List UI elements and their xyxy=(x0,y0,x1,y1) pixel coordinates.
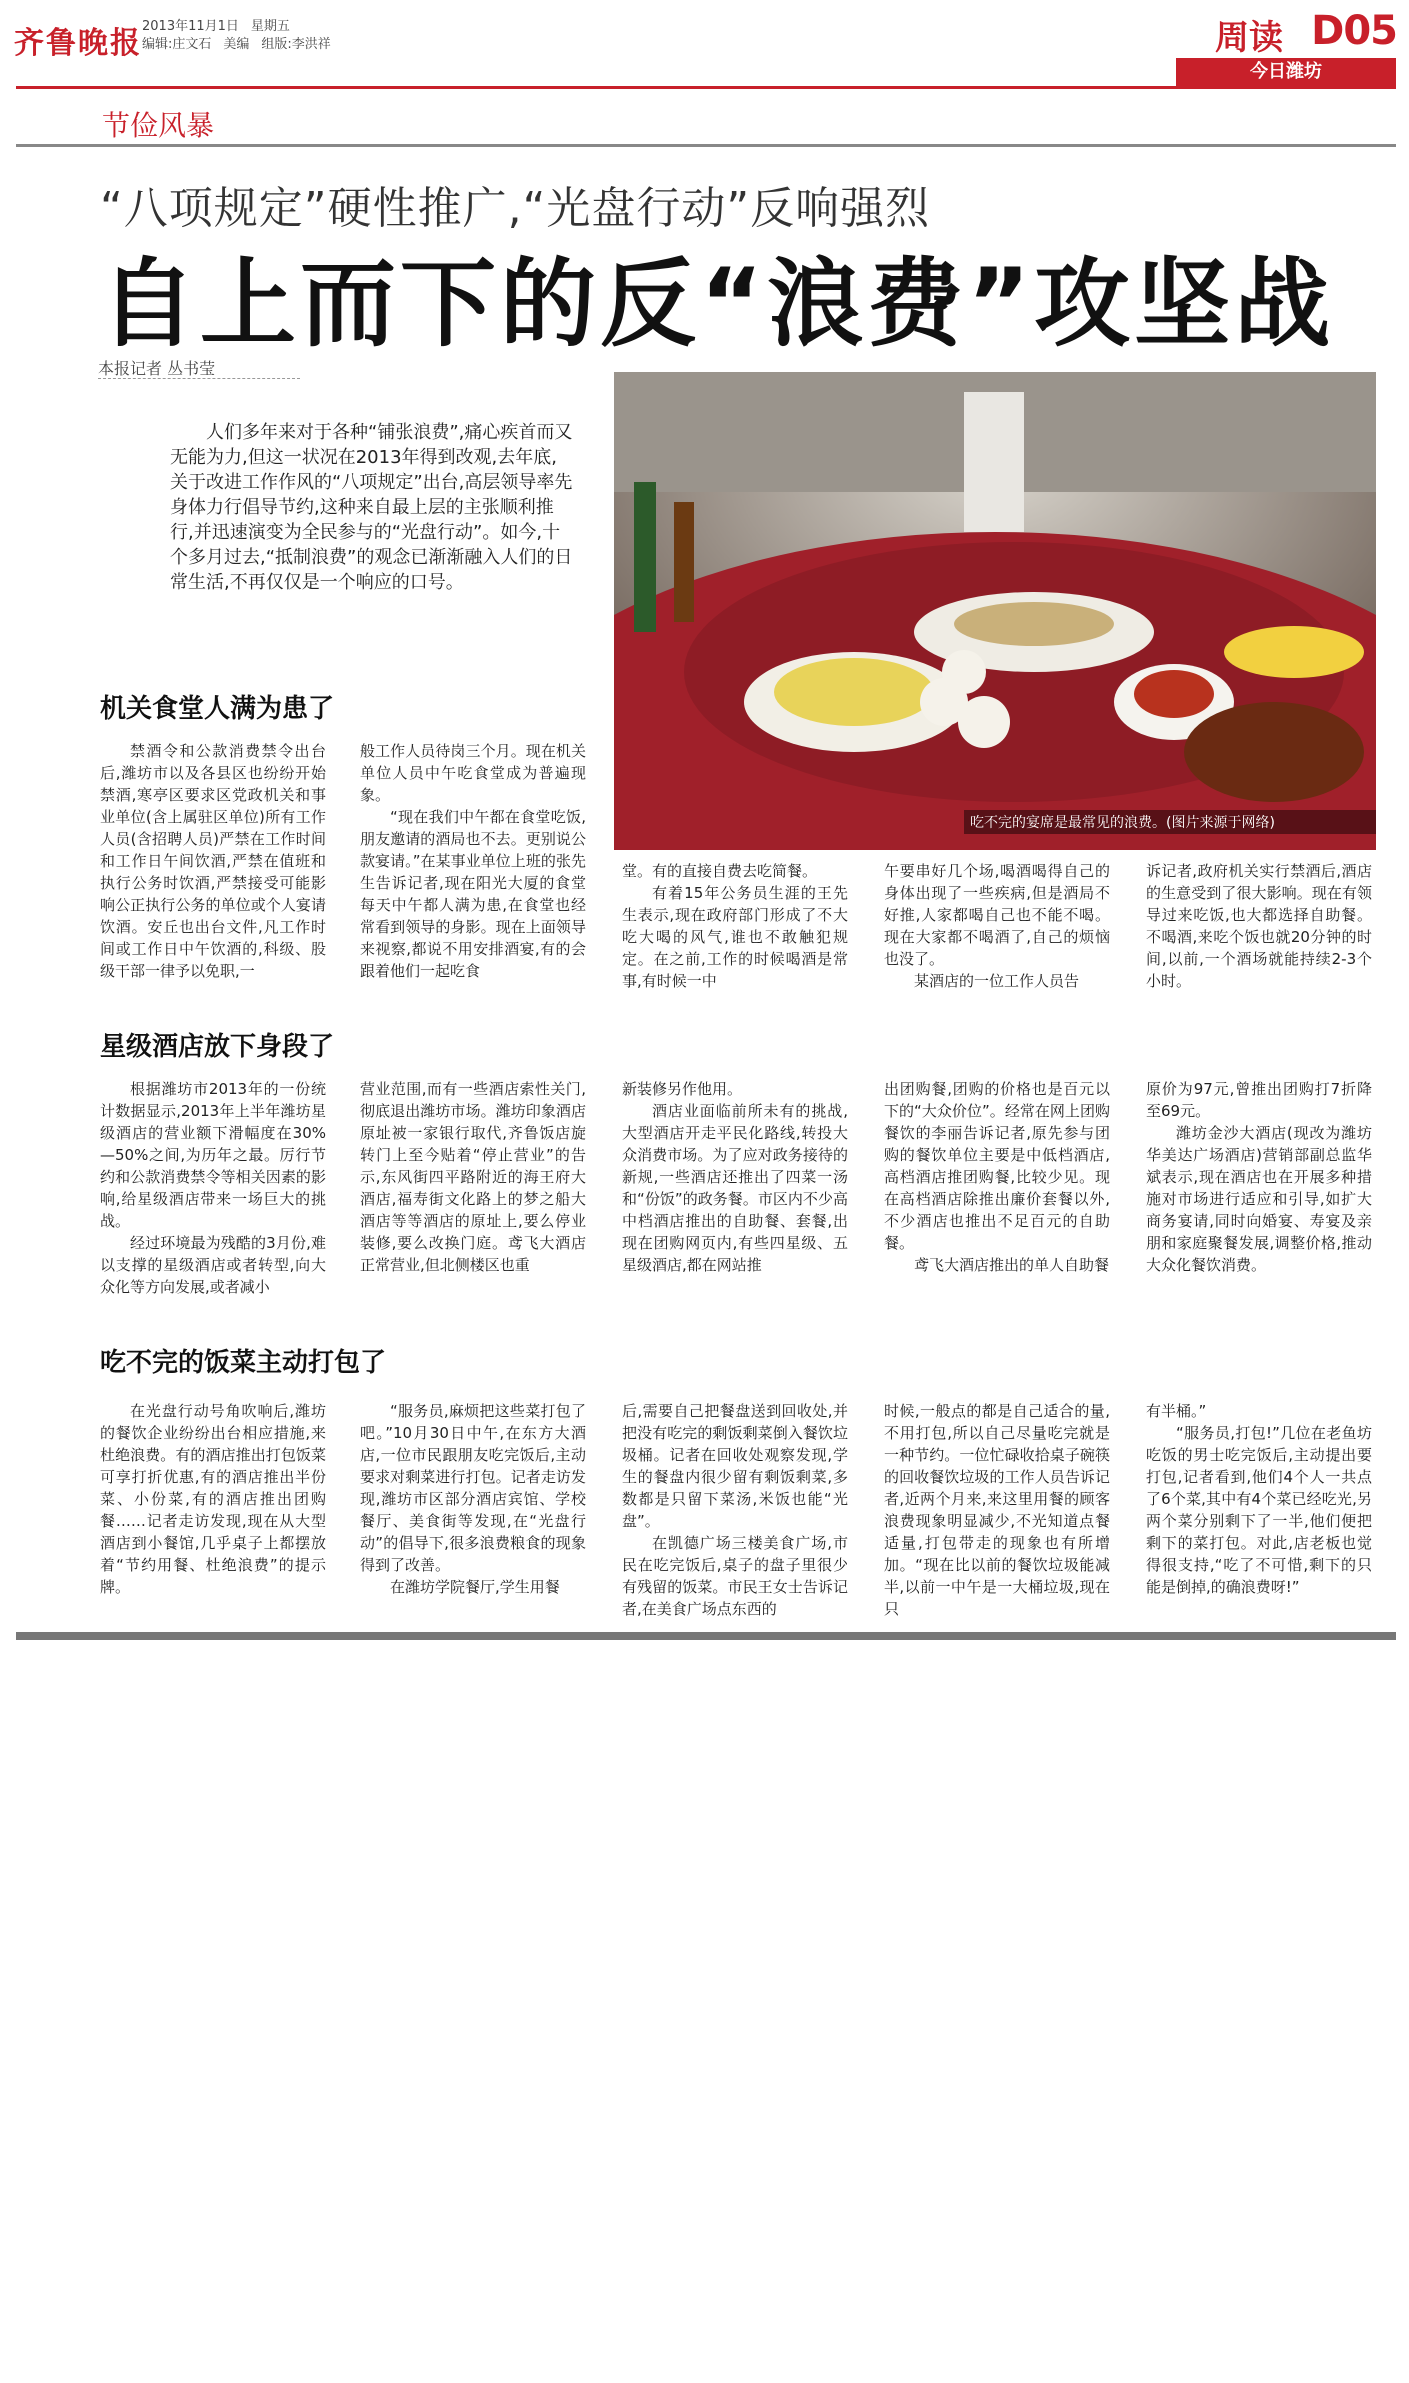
banquet-photo xyxy=(614,372,1376,850)
section-2-col-1 xyxy=(100,1078,326,1298)
paragraph: 某酒店的一位工作人员告 xyxy=(914,972,1080,990)
header-rule xyxy=(16,86,1396,89)
section-heading-2: 星级酒店放下身段了 xyxy=(100,1032,335,1062)
paragraph: 原价为97元,曾推出团购打7折降至69元。 xyxy=(1146,1080,1372,1120)
layout-credit: 组版:李洪祥 xyxy=(261,37,331,52)
art-credit: 美编 xyxy=(223,37,250,52)
paragraph: 禁酒令和公款消费禁令出台后,潍坊市以及各县区也纷纷开始禁酒,寒亭区要求区党政机关和事业单位(含上属驻区单位)所有工作人员(含招聘人员)严禁在工作时间和工作日午间饮酒,严禁在值班和执行公务时饮酒,严禁接受可能影响公正执行公务的单位或个人宴请饮酒。安丘也出台文件,凡工作时间或工作日中午饮酒的,科级、股级干部一律予以免职,一 xyxy=(100,742,326,980)
paragraph: 在潍坊学院餐厅,学生用餐 xyxy=(390,1578,560,1596)
section-2-col-5 xyxy=(1146,1078,1372,1276)
section-3-col-5 xyxy=(1146,1400,1372,1598)
footer-rule xyxy=(16,1632,1396,1640)
paragraph: 潍坊金沙大酒店(现改为潍坊华美达广场酒店)营销部副总监华斌表示,现在酒店也在开展多种措施对市场进行适应和引导,如扩大商务宴请,同时向婚宴、寿宴及亲朋和家庭聚餐发展,调整价格,推动大众化餐饮消费。 xyxy=(1146,1124,1372,1274)
section-1-col-1 xyxy=(100,740,326,982)
weekly-label: 周读 xyxy=(1215,18,1283,58)
issue-date: 2013年11月1日 xyxy=(142,19,239,34)
edition-badge: 今日潍坊 xyxy=(1176,58,1396,86)
paragraph: 根据潍坊市2013年的一份统计数据显示,2013年上半年潍坊星级酒店的营业额下滑幅度在30%—50%之间,为历年之最。厉行节约和公款消费禁令等相关因素的影响,给星级酒店带来一场巨大的挑战。 xyxy=(100,1080,326,1230)
section-rule xyxy=(16,144,1396,147)
section-3-col-1 xyxy=(100,1400,326,1598)
banquet-photo-illustration xyxy=(614,372,1376,850)
paragraph: 有半桶。” xyxy=(1146,1402,1207,1420)
paragraph: 有着15年公务员生涯的王先生表示,现在政府部门形成了不大吃大喝的风气,谁也不敢触犯规定。在之前,工作的时候喝酒是常事,有时候一中 xyxy=(622,884,848,990)
photo-caption: 吃不完的宴席是最常见的浪费。(图片来源于网络) xyxy=(964,810,1376,834)
paragraph: 在凯德广场三楼美食广场,市民在吃完饭后,桌子的盘子里很少有残留的饭菜。市民王女士告诉记者,在美食广场点东西的 xyxy=(622,1534,848,1618)
paragraph: 出团购餐,团购的价格也是百元以下的“大众价位”。经常在网上团购餐饮的李丽告诉记者,原先参与团购的餐饮单位主要是中低档酒店,高档酒店推团购餐,比较少见。现在高档酒店除推出廉价套餐以外,不少酒店也推出不足百元的自助餐。 xyxy=(884,1080,1110,1252)
section-title: 节俭风暴 xyxy=(102,109,215,142)
paragraph: 堂。有的直接自费去吃简餐。 xyxy=(622,862,818,880)
section-heading-3: 吃不完的饭菜主动打包了 xyxy=(100,1348,387,1378)
section-1-col-5 xyxy=(1146,860,1372,992)
paragraph: 午要串好几个场,喝酒喝得自己的身体出现了一些疾病,但是酒局不好推,人家都喝自己也不能不喝。现在大家都不喝酒了,自己的烦恼也没了。 xyxy=(884,862,1110,968)
section-1-col-3 xyxy=(622,860,848,992)
paragraph: 时候,一般点的都是自己适合的量,不用打包,所以自己尽量吃完就是一种节约。一位忙碌收拾桌子碗筷的回收餐饮垃圾的工作人员告诉记者,近两个月来,来这里用餐的顾客浪费现象明显减少,不光知道点餐适量,打包带走的现象也有所增加。“现在比以前的餐饮垃圾能减半,以前一中午是一大桶垃圾,现在只 xyxy=(884,1402,1110,1618)
issue-meta xyxy=(142,18,343,54)
issue-weekday: 星期五 xyxy=(250,19,290,34)
section-1-col-2 xyxy=(360,740,586,982)
paragraph: “服务员,打包!”几位在老鱼坊吃饭的男士吃完饭后,主动提出要打包,记者看到,他们4个人一共点了6个菜,其中有4个菜已经吃光,另两个菜分别剩下了一半,他们便把剩下的菜打包。对此,店老板也觉得很支持,“吃了不可惜,剩下的只能是倒掉,的确浪费呀!” xyxy=(1146,1424,1372,1596)
section-1-col-4 xyxy=(884,860,1110,992)
article-headline: 自上而下的反“浪费”攻坚战 xyxy=(100,248,1335,360)
article-subhead: “八项规定”硬性推广,“光盘行动”反响强烈 xyxy=(100,183,931,234)
section-3-col-3 xyxy=(622,1400,848,1620)
paragraph: 诉记者,政府机关实行禁酒后,酒店的生意受到了很大影响。现在有领导过来吃饭,也大都选择自助餐。不喝酒,来吃个饭也就20分钟的时间,以前,一个酒场就能持续2-3个小时。 xyxy=(1146,862,1372,990)
section-heading-1: 机关食堂人满为患了 xyxy=(100,694,335,724)
editor-credit: 编辑:庄文石 xyxy=(142,37,212,52)
paragraph: 后,需要自己把餐盘送到回收处,并把没有吃完的剩饭剩菜倒入餐饮垃圾桶。记者在回收处观察发现,学生的餐盘内很少留有剩饭剩菜,多数都是只留下菜汤,米饭也能“光盘”。 xyxy=(622,1402,848,1530)
paragraph: 酒店业面临前所未有的挑战,大型酒店开走平民化路线,转投大众消费市场。为了应对政务接待的新规,一些酒店还推出了四菜一汤和“份饭”的政务餐。市区内不少高中档酒店推出的自助餐、套餐,出现在团购网页内,有些四星级、五星级酒店,都在网站推 xyxy=(622,1102,848,1274)
article-lead: 人们多年来对于各种“铺张浪费”,痛心疾首而又无能为力,但这一状况在2013年得到改观,去年底,关于改进工作作风的“八项规定”出台,高层领导率先身体力行倡导节约,这种来自最上层的主张顺利推行,并迅速演变为全民参与的“光盘行动”。如今,十个多月过去,“抵制浪费”的观念已渐渐融入人们的日常生活,不再仅仅是一个响应的口号。 xyxy=(170,422,573,593)
paragraph: 营业范围,而有一些酒店索性关门,彻底退出潍坊市场。潍坊印象酒店原址被一家银行取代,齐鲁饭店旋转门上至今贴着“停止营业”的告示,东风街四平路附近的海王府大酒店,福寿街文化路上的梦之船大酒店等等酒店的原址上,要么停业装修,要么改换门庭。鸢飞大酒店正常营业,但北侧楼区也重 xyxy=(360,1080,586,1274)
section-3-col-4 xyxy=(884,1400,1110,1620)
paragraph: 新装修另作他用。 xyxy=(622,1080,743,1098)
section-2-col-4 xyxy=(884,1078,1110,1276)
section-2-col-3 xyxy=(622,1078,848,1276)
paragraph: 鸢飞大酒店推出的单人自助餐 xyxy=(914,1256,1110,1274)
paragraph: “服务员,麻烦把这些菜打包了吧。”10月30日中午,在东方大酒店,一位市民跟朋友吃完饭后,主动要求对剩菜进行打包。记者走访发现,潍坊市区部分酒店宾馆、学校餐厅、美食街等发现,在“光盘行动”的倡导下,很多浪费粮食的现象得到了改善。 xyxy=(360,1402,586,1574)
paragraph: 在光盘行动号角吹响后,潍坊的餐饮企业纷纷出台相应措施,来杜绝浪费。有的酒店推出打包饭菜可享打折优惠,有的酒店推出半份菜、小份菜,有的酒店推出团购餐……记者走访发现,现在从大型酒店到小餐馆,几乎桌子上都摆放着“节约用餐、杜绝浪费”的提示牌。 xyxy=(100,1402,326,1596)
paragraph: 般工作人员待岗三个月。现在机关单位人员中午吃食堂成为普遍现象。 xyxy=(360,742,586,804)
section-3-col-2 xyxy=(360,1400,586,1598)
paragraph: 经过环境最为残酷的3月份,难以支撑的星级酒店或者转型,向大众化等方向发展,或者减小 xyxy=(100,1234,326,1296)
article-byline: 本报记者 丛书莹 xyxy=(98,359,216,378)
newspaper-logo: 齐鲁晚报 xyxy=(14,26,142,61)
section-2-col-2 xyxy=(360,1078,586,1276)
page-number: D05 xyxy=(1311,8,1397,54)
byline-rule xyxy=(98,378,300,380)
paragraph: “现在我们中午都在食堂吃饭,朋友邀请的酒局也不去。更别说公款宴请。”在某事业单位上班的张先生告诉记者,现在阳光大厦的食堂每天中午都人满为患,在食堂也经常看到领导的身影。现在上面领导来视察,都说不用安排酒宴,有的会跟着他们一起吃食 xyxy=(360,808,586,980)
